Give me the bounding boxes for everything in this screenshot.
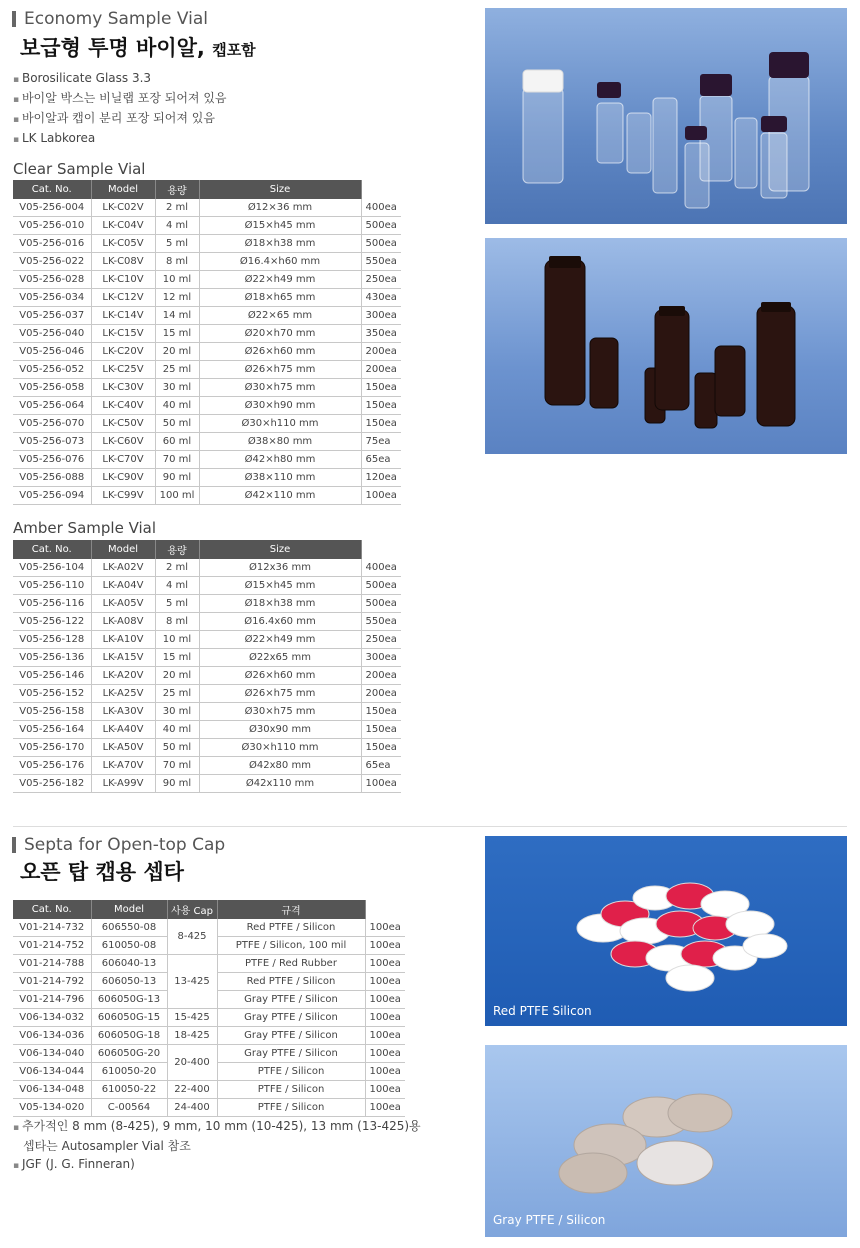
header-cat-no: Cat. No. <box>13 540 91 559</box>
cell-size: Ø20×h70 mm <box>199 325 361 343</box>
cell-cat-no: V05-256-073 <box>13 433 91 451</box>
cell-model: LK-A30V <box>91 703 155 721</box>
cell-model: LK-A70V <box>91 757 155 775</box>
cell-cat-no: V05-256-116 <box>13 595 91 613</box>
cell-model: C-00564 <box>91 1099 167 1117</box>
cell-volume: 20 ml <box>155 667 199 685</box>
table-row <box>13 685 401 703</box>
cell-size: Ø26×h75 mm <box>199 685 361 703</box>
cell-model: LK-C08V <box>91 253 155 271</box>
note-text: JGF (J. G. Finneran) <box>21 1157 135 1171</box>
cell-model: LK-C99V <box>91 487 155 505</box>
cell-volume: 70 ml <box>155 451 199 469</box>
cell-size: Ø26×h60 mm <box>199 667 361 685</box>
cell-model: LK-C10V <box>91 271 155 289</box>
cell-size: Ø42×110 mm <box>199 487 361 505</box>
cell-cat-no: V05-256-064 <box>13 397 91 415</box>
cell-model: LK-C40V <box>91 397 155 415</box>
table-row <box>13 379 401 397</box>
cell-cat-no: V05-256-176 <box>13 757 91 775</box>
cell-size: Ø30×h90 mm <box>199 397 361 415</box>
header-model: Model <box>91 540 155 559</box>
cell-model: LK-C90V <box>91 469 155 487</box>
table-row <box>13 397 401 415</box>
cell-cat-no: V05-256-158 <box>13 703 91 721</box>
table-row <box>13 667 401 685</box>
cell-model: 610050-22 <box>91 1081 167 1099</box>
cell-model: LK-A20V <box>91 667 155 685</box>
cell-size: Ø38×110 mm <box>199 469 361 487</box>
cell-volume: 60 ml <box>155 433 199 451</box>
cell-qty: 65ea <box>361 757 401 775</box>
bullet-item: ▪ 바이알과 캡이 분리 포장 되어져 있음 <box>13 108 227 128</box>
table-row <box>13 433 401 451</box>
cell-cap: 15-425 <box>167 1009 217 1027</box>
gray-septa-caption: Gray PTFE / Silicon <box>493 1213 606 1227</box>
cell-size: Ø18×h65 mm <box>199 289 361 307</box>
header-volume: 용량 <box>155 180 199 199</box>
cell-cat-no: V05-256-122 <box>13 613 91 631</box>
cell-model: LK-A10V <box>91 631 155 649</box>
clear-vial-rows <box>13 199 401 505</box>
cell-cap: 22-400 <box>167 1081 217 1099</box>
cell-size: Ø12x36 mm <box>199 559 361 577</box>
cell-volume: 70 ml <box>155 757 199 775</box>
cell-qty: 200ea <box>361 343 401 361</box>
cell-cat-no: V05-256-034 <box>13 289 91 307</box>
cell-size: Ø30×h75 mm <box>199 379 361 397</box>
cell-volume: 10 ml <box>155 631 199 649</box>
cell-cat-no: V05-256-146 <box>13 667 91 685</box>
cell-qty: 150ea <box>361 721 401 739</box>
cell-qty: 100ea <box>365 937 405 955</box>
cell-volume: 20 ml <box>155 343 199 361</box>
cell-volume: 90 ml <box>155 775 199 793</box>
table-row <box>13 649 401 667</box>
table-row <box>13 631 401 649</box>
cell-qty: 250ea <box>361 271 401 289</box>
bullet-mark: ▪ <box>13 1161 22 1171</box>
cell-size: Ø15×h45 mm <box>199 217 361 235</box>
cell-model: LK-C04V <box>91 217 155 235</box>
cell-size: Ø18×h38 mm <box>199 595 361 613</box>
header-qty <box>361 180 401 199</box>
table-row <box>13 343 401 361</box>
cell-cat-no: V06-134-048 <box>13 1081 91 1099</box>
header-volume: 용량 <box>155 540 199 559</box>
header-qty <box>361 540 401 559</box>
section1-ko-title-sub: 캡포함 <box>212 41 256 59</box>
cell-qty: 100ea <box>365 1027 405 1045</box>
section1-ko-title <box>20 32 256 62</box>
cell-spec: Red PTFE / Silicon <box>217 973 365 991</box>
cell-qty: 200ea <box>361 361 401 379</box>
amber-vial-title: Amber Sample Vial <box>13 519 157 537</box>
cell-model: 606050G-18 <box>91 1027 167 1045</box>
cell-cat-no: V06-134-032 <box>13 1009 91 1027</box>
cell-size: Ø22×h49 mm <box>199 631 361 649</box>
cell-model: 606050G-13 <box>91 991 167 1009</box>
table-row <box>13 613 401 631</box>
header-spec: 규격 <box>217 900 365 919</box>
header-model: Model <box>91 180 155 199</box>
cell-cat-no: V05-256-152 <box>13 685 91 703</box>
table-row <box>13 361 401 379</box>
cell-spec: Red PTFE / Silicon <box>217 919 365 937</box>
amber-vials-photo <box>485 238 847 454</box>
table-row <box>13 721 401 739</box>
cell-size: Ø30×h75 mm <box>199 703 361 721</box>
table-row <box>13 325 401 343</box>
section2-title: Septa for Open-top Cap <box>24 835 226 855</box>
cell-cap: 24-400 <box>167 1099 217 1117</box>
table-row <box>13 307 401 325</box>
cell-qty: 65ea <box>361 451 401 469</box>
cell-model: LK-C15V <box>91 325 155 343</box>
cell-volume: 8 ml <box>155 253 199 271</box>
cell-model: 606050G-15 <box>91 1009 167 1027</box>
cell-size: Ø12×36 mm <box>199 199 361 217</box>
cell-volume: 2 ml <box>155 199 199 217</box>
cell-volume: 30 ml <box>155 703 199 721</box>
cell-volume: 10 ml <box>155 271 199 289</box>
cell-qty: 100ea <box>365 1063 405 1081</box>
amber-vial-table <box>13 540 401 793</box>
cell-qty: 430ea <box>361 289 401 307</box>
cell-qty: 200ea <box>361 667 401 685</box>
cell-qty: 350ea <box>361 325 401 343</box>
clear-vials-photo <box>485 8 847 224</box>
cell-volume: 8 ml <box>155 613 199 631</box>
table-row <box>13 739 401 757</box>
cell-volume: 12 ml <box>155 289 199 307</box>
table-row <box>13 1099 405 1117</box>
table-row <box>13 1009 405 1027</box>
note-text: 추가적인 8 mm (8-425), 9 mm, 10 mm (10-425), 13 mm (13-425)용 <box>21 1119 421 1133</box>
cell-qty: 500ea <box>361 235 401 253</box>
cell-qty: 100ea <box>365 973 405 991</box>
cell-cap: 18-425 <box>167 1027 217 1045</box>
cell-volume: 5 ml <box>155 235 199 253</box>
cell-qty: 100ea <box>361 487 401 505</box>
cell-volume: 25 ml <box>155 361 199 379</box>
cell-cat-no: V05-256-088 <box>13 469 91 487</box>
cell-cat-no: V05-256-076 <box>13 451 91 469</box>
cell-cap: 13-425 <box>167 955 217 1009</box>
table-row <box>13 253 401 271</box>
cell-qty: 150ea <box>361 379 401 397</box>
gray-septa-illustration <box>485 1045 847 1237</box>
table-row <box>13 919 405 937</box>
cell-qty: 100ea <box>365 919 405 937</box>
clear-vial-table <box>13 180 401 505</box>
cell-volume: 15 ml <box>155 325 199 343</box>
cell-spec: PTFE / Red Rubber <box>217 955 365 973</box>
cell-qty: 120ea <box>361 469 401 487</box>
cell-volume: 30 ml <box>155 379 199 397</box>
cell-volume: 2 ml <box>155 559 199 577</box>
cell-qty: 550ea <box>361 253 401 271</box>
cell-model: 606550-08 <box>91 919 167 937</box>
table-row <box>13 703 401 721</box>
septa-rows <box>13 919 405 1117</box>
cell-model: 610050-08 <box>91 937 167 955</box>
table-row <box>13 757 401 775</box>
cell-model: LK-A99V <box>91 775 155 793</box>
cell-cat-no: V05-256-010 <box>13 217 91 235</box>
cell-cat-no: V06-134-040 <box>13 1045 91 1063</box>
table-row <box>13 595 401 613</box>
cell-volume: 25 ml <box>155 685 199 703</box>
table-row <box>13 235 401 253</box>
cell-volume: 50 ml <box>155 739 199 757</box>
section1-bullets <box>13 68 227 148</box>
table-row <box>13 469 401 487</box>
cell-volume: 5 ml <box>155 595 199 613</box>
cell-size: Ø42x110 mm <box>199 775 361 793</box>
table-row <box>13 577 401 595</box>
cell-cat-no: V05-256-104 <box>13 559 91 577</box>
amber-vials-illustration <box>485 238 847 454</box>
cell-qty: 200ea <box>361 685 401 703</box>
cell-qty: 300ea <box>361 307 401 325</box>
cell-cap: 20-400 <box>167 1045 217 1081</box>
bullet-item: ▪ LK Labkorea <box>13 128 227 148</box>
cell-qty: 100ea <box>365 991 405 1009</box>
clear-vials-illustration <box>485 8 847 224</box>
table-row <box>13 199 401 217</box>
gray-septa-photo <box>485 1045 847 1237</box>
cell-volume: 4 ml <box>155 217 199 235</box>
cell-cat-no: V05-256-164 <box>13 721 91 739</box>
cell-cat-no: V05-256-136 <box>13 649 91 667</box>
cell-volume: 100 ml <box>155 487 199 505</box>
header-cat-no: Cat. No. <box>13 180 91 199</box>
cell-model: LK-A40V <box>91 721 155 739</box>
septa-notes <box>13 1117 421 1175</box>
cell-model: 606040-13 <box>91 955 167 973</box>
cell-volume: 50 ml <box>155 415 199 433</box>
cell-spec: PTFE / Silicon <box>217 1081 365 1099</box>
cell-cat-no: V06-134-044 <box>13 1063 91 1081</box>
cell-qty: 150ea <box>361 397 401 415</box>
cell-volume: 90 ml <box>155 469 199 487</box>
cell-qty: 400ea <box>361 559 401 577</box>
cell-qty: 150ea <box>361 703 401 721</box>
cell-qty: 400ea <box>361 199 401 217</box>
cell-size: Ø18×h38 mm <box>199 235 361 253</box>
cell-model: LK-C60V <box>91 433 155 451</box>
cell-cat-no: V05-134-020 <box>13 1099 91 1117</box>
cell-qty: 100ea <box>365 1045 405 1063</box>
clear-vial-title: Clear Sample Vial <box>13 160 146 178</box>
cell-qty: 75ea <box>361 433 401 451</box>
cell-cat-no: V05-256-028 <box>13 271 91 289</box>
cell-cat-no: V06-134-036 <box>13 1027 91 1045</box>
section2-ko-title: 오픈 탑 캡용 셉타 <box>20 860 184 884</box>
table-row <box>13 415 401 433</box>
cell-qty: 100ea <box>361 775 401 793</box>
cell-spec: Gray PTFE / Silicon <box>217 1045 365 1063</box>
cell-cat-no: V01-214-788 <box>13 955 91 973</box>
header-model: Model <box>91 900 167 919</box>
cell-size: Ø30×h110 mm <box>199 415 361 433</box>
cell-qty: 150ea <box>361 415 401 433</box>
cell-qty: 100ea <box>365 1099 405 1117</box>
table-row <box>13 559 401 577</box>
cell-cat-no: V05-256-046 <box>13 343 91 361</box>
cell-cat-no: V05-256-110 <box>13 577 91 595</box>
cell-cat-no: V05-256-037 <box>13 307 91 325</box>
cell-model: LK-C14V <box>91 307 155 325</box>
cell-model: LK-C20V <box>91 343 155 361</box>
header-size: Size <box>199 540 361 559</box>
header-cap: 사용 Cap <box>167 900 217 919</box>
table-row <box>13 1027 405 1045</box>
cell-model: LK-C50V <box>91 415 155 433</box>
cell-model: LK-A04V <box>91 577 155 595</box>
cell-qty: 100ea <box>365 1081 405 1099</box>
cell-cat-no: V01-214-732 <box>13 919 91 937</box>
table-row <box>13 451 401 469</box>
table-row <box>13 289 401 307</box>
cell-cat-no: V01-214-752 <box>13 937 91 955</box>
table-header-row <box>13 900 405 919</box>
bullet-item: ▪ Borosilicate Glass 3.3 <box>13 68 227 88</box>
cell-model: LK-A25V <box>91 685 155 703</box>
cell-model: LK-C70V <box>91 451 155 469</box>
cell-cat-no: V05-256-182 <box>13 775 91 793</box>
table-header-row <box>13 180 401 199</box>
cell-model: LK-C30V <box>91 379 155 397</box>
cell-cat-no: V05-256-170 <box>13 739 91 757</box>
cell-spec: PTFE / Silicon, 100 mil <box>217 937 365 955</box>
cell-model: LK-A05V <box>91 595 155 613</box>
cell-qty: 300ea <box>361 649 401 667</box>
bullet-mark: ▪ <box>13 1123 22 1133</box>
table-header-row <box>13 540 401 559</box>
table-row <box>13 1081 405 1099</box>
cell-model: 610050-20 <box>91 1063 167 1081</box>
section1-title: Economy Sample Vial <box>24 9 208 29</box>
cell-cat-no: V01-214-796 <box>13 991 91 1009</box>
header-qty <box>365 900 405 919</box>
note-line <box>13 1155 421 1175</box>
table-row <box>13 775 401 793</box>
cell-model: LK-C02V <box>91 199 155 217</box>
cell-size: Ø22×h49 mm <box>199 271 361 289</box>
amber-vial-rows <box>13 559 401 793</box>
table-row <box>13 955 405 973</box>
cell-size: Ø22×65 mm <box>199 307 361 325</box>
cell-cat-no: V05-256-058 <box>13 379 91 397</box>
cell-model: 606050-13 <box>91 973 167 991</box>
cell-qty: 550ea <box>361 613 401 631</box>
note-line <box>13 1137 421 1155</box>
cell-size: Ø30×h110 mm <box>199 739 361 757</box>
header-cat-no: Cat. No. <box>13 900 91 919</box>
cell-cap: 8-425 <box>167 919 217 955</box>
cell-volume: 4 ml <box>155 577 199 595</box>
cell-volume: 14 ml <box>155 307 199 325</box>
table-row <box>13 271 401 289</box>
cell-size: Ø15×h45 mm <box>199 577 361 595</box>
cell-size: Ø26×h60 mm <box>199 343 361 361</box>
cell-model: 606050G-20 <box>91 1045 167 1063</box>
cell-qty: 100ea <box>365 955 405 973</box>
cell-size: Ø26×h75 mm <box>199 361 361 379</box>
cell-cat-no: V05-256-016 <box>13 235 91 253</box>
cell-model: LK-A02V <box>91 559 155 577</box>
cell-size: Ø22x65 mm <box>199 649 361 667</box>
cell-model: LK-C12V <box>91 289 155 307</box>
section1-ko-title-main: 보급형 투명 바이알, <box>20 36 205 60</box>
cell-model: LK-C25V <box>91 361 155 379</box>
cell-size: Ø42×h80 mm <box>199 451 361 469</box>
cell-qty: 150ea <box>361 739 401 757</box>
cell-volume: 40 ml <box>155 721 199 739</box>
septa-table <box>13 900 405 1117</box>
note-line <box>13 1117 421 1137</box>
cell-spec: Gray PTFE / Silicon <box>217 1027 365 1045</box>
cell-size: Ø30x90 mm <box>199 721 361 739</box>
table-row <box>13 1045 405 1063</box>
red-septa-caption: Red PTFE Silicon <box>493 1004 592 1018</box>
cell-cat-no: V05-256-040 <box>13 325 91 343</box>
cell-spec: Gray PTFE / Silicon <box>217 1009 365 1027</box>
section-divider <box>13 826 847 827</box>
cell-size: Ø16.4x60 mm <box>199 613 361 631</box>
note-text: 셉타는 Autosampler Vial 참조 <box>23 1139 191 1153</box>
cell-qty: 500ea <box>361 595 401 613</box>
cell-qty: 250ea <box>361 631 401 649</box>
cell-size: Ø38×80 mm <box>199 433 361 451</box>
bullet-item: ▪ 바이알 박스는 비닐랩 포장 되어져 있음 <box>13 88 227 108</box>
cell-model: LK-A15V <box>91 649 155 667</box>
cell-size: Ø16.4×h60 mm <box>199 253 361 271</box>
cell-model: LK-A08V <box>91 613 155 631</box>
cell-qty: 100ea <box>365 1009 405 1027</box>
cell-spec: PTFE / Silicon <box>217 1063 365 1081</box>
cell-cat-no: V05-256-052 <box>13 361 91 379</box>
cell-model: LK-A50V <box>91 739 155 757</box>
cell-qty: 500ea <box>361 577 401 595</box>
cell-spec: Gray PTFE / Silicon <box>217 991 365 1009</box>
cell-cat-no: V05-256-022 <box>13 253 91 271</box>
table-row <box>13 487 401 505</box>
cell-cat-no: V05-256-094 <box>13 487 91 505</box>
cell-volume: 15 ml <box>155 649 199 667</box>
cell-model: LK-C05V <box>91 235 155 253</box>
cell-size: Ø42x80 mm <box>199 757 361 775</box>
cell-cat-no: V05-256-070 <box>13 415 91 433</box>
cell-volume: 40 ml <box>155 397 199 415</box>
cell-cat-no: V05-256-128 <box>13 631 91 649</box>
cell-cat-no: V05-256-004 <box>13 199 91 217</box>
red-septa-illustration <box>485 836 847 1026</box>
header-size: Size <box>199 180 361 199</box>
section-marker <box>12 11 16 27</box>
cell-cat-no: V01-214-792 <box>13 973 91 991</box>
cell-qty: 500ea <box>361 217 401 235</box>
red-septa-photo <box>485 836 847 1026</box>
section-marker <box>12 837 16 853</box>
table-row <box>13 217 401 235</box>
cell-spec: PTFE / Silicon <box>217 1099 365 1117</box>
